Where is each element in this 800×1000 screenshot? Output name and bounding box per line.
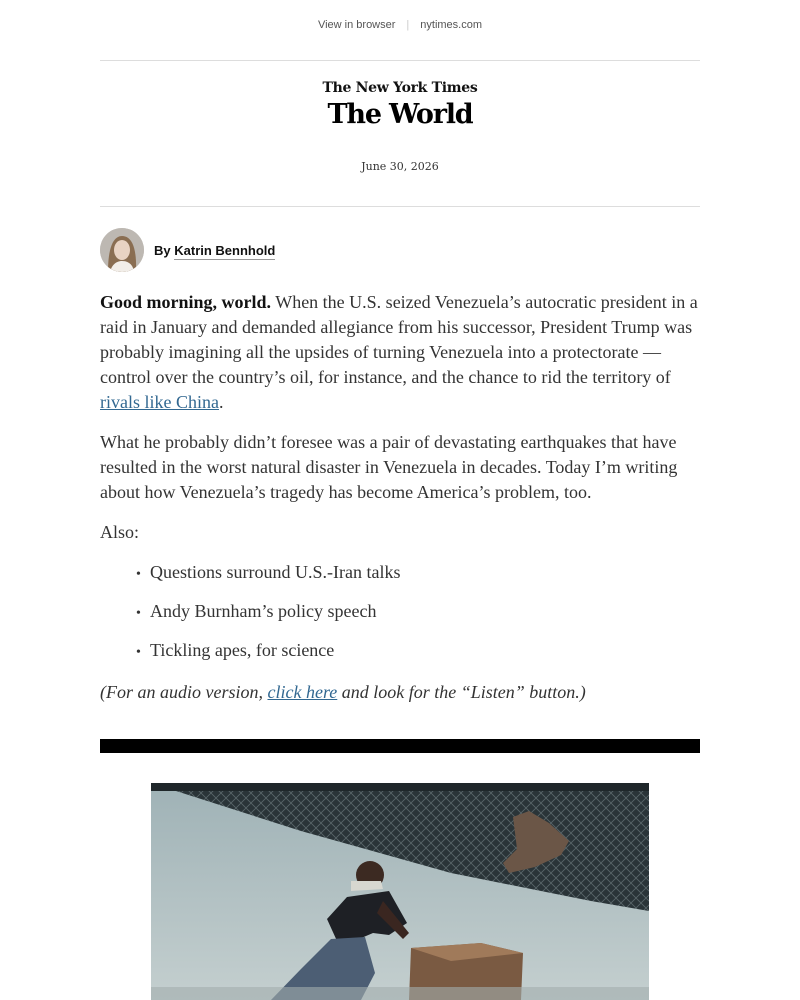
second-paragraph: What he probably didn’t foresee was a pair of devastating earthquakes that have resulted in the worst natural disaster in Venezuela in decades. Today I’m writing about how Venezuela’s tragedy has become America’s problem, too. xyxy=(100,432,678,502)
also-list xyxy=(100,560,702,665)
newsletter-body xyxy=(100,290,702,720)
byline xyxy=(100,228,275,272)
section-band xyxy=(100,739,700,753)
lead-photo xyxy=(151,783,649,1000)
nytimes-link[interactable]: nytimes.com xyxy=(420,19,483,31)
view-in-browser-link[interactable]: View in browser xyxy=(317,19,396,31)
top-divider xyxy=(100,60,700,61)
list-item: • Tickling apes, for science xyxy=(136,638,702,665)
rivals-link[interactable]: rivals like China xyxy=(100,392,219,412)
audio-note: (For an audio version, click here and look for the “Listen” button.) xyxy=(100,682,586,702)
header-divider xyxy=(100,206,700,207)
top-links-bar xyxy=(0,0,800,50)
audio-link[interactable]: click here xyxy=(267,682,338,702)
bullet-icon: • xyxy=(136,606,141,621)
newsletter-date: June 30, 2026 xyxy=(361,160,439,173)
author-link[interactable]: Katrin Bennhold xyxy=(174,242,276,258)
topbar-separator: | xyxy=(406,19,410,31)
bullet-icon: • xyxy=(136,567,141,582)
byline-text xyxy=(154,243,275,258)
author-avatar xyxy=(100,228,144,272)
list-item: • Andy Burnham’s policy speech xyxy=(136,599,702,626)
intro-text-b: . xyxy=(218,392,224,412)
bullet-icon: • xyxy=(136,645,141,660)
newsletter-title: The World xyxy=(327,99,473,130)
also-label: Also: xyxy=(100,522,140,542)
intro-paragraph xyxy=(100,290,702,415)
masthead xyxy=(0,78,800,132)
list-item: • Questions surround U.S.-Iran talks xyxy=(136,560,702,587)
intro-text-a: When the U.S. seized Venezuela’s autocratic president in a raid in January and demanded allegiance from his successor, President Trump was probably imagining all the upsides of turning Venezuela into a protectorate — control over the country’s oil, for instance, and the chance to rid the territory of xyxy=(100,292,698,387)
byline-prefix: By xyxy=(154,242,171,258)
nyt-logo[interactable]: The New York Times xyxy=(322,80,478,96)
greeting: Good morning, world. xyxy=(100,292,272,312)
